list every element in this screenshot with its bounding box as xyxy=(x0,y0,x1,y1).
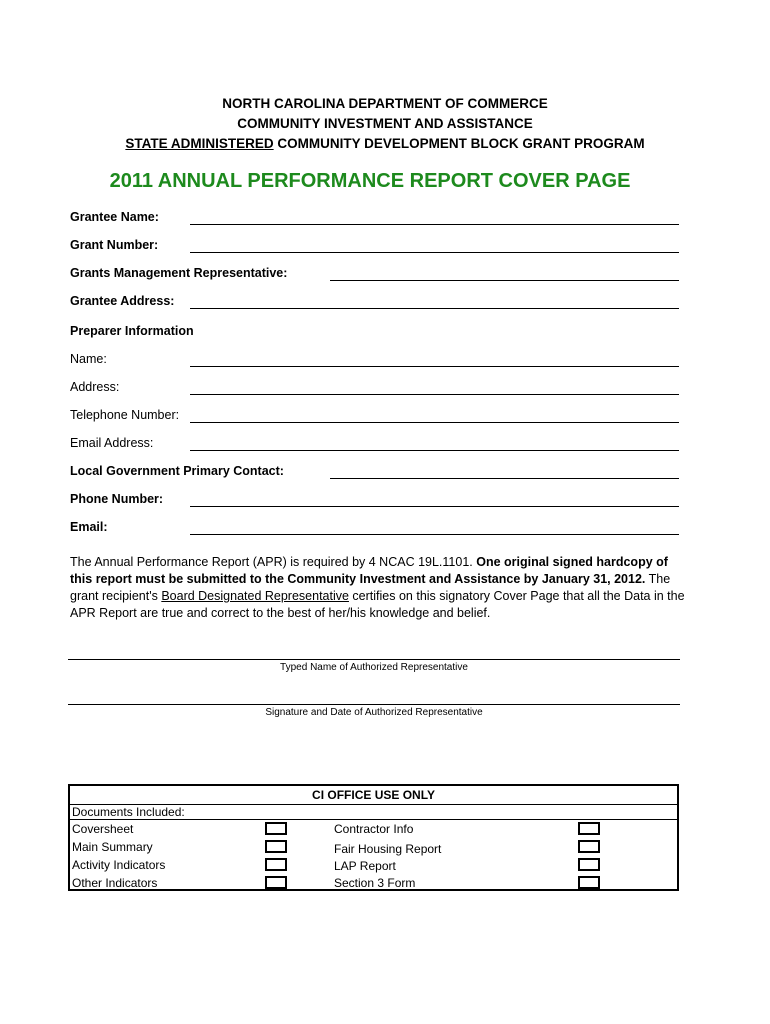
contractor-info-checkbox[interactable] xyxy=(578,822,600,835)
office-use-box xyxy=(68,784,679,891)
header-line-1: NORTH CAROLINA DEPARTMENT OF COMMERCE xyxy=(222,96,548,111)
preparer-telephone-field[interactable] xyxy=(190,422,679,423)
grants-mgmt-rep-field[interactable] xyxy=(330,280,679,281)
header-line-3-rest: COMMUNITY DEVELOPMENT BLOCK GRANT PROGRAM xyxy=(273,136,645,151)
para-part-3: certifies on this signatory Cover Page that all the Data in the APR Report are true and correct to the best of her/his knowledge and belief. xyxy=(70,589,685,620)
item-contractor-info: Contractor Info xyxy=(334,822,414,836)
grant-number-label: Grant Number: xyxy=(70,238,159,252)
typed-name-caption: Typed Name of Authorized Representative xyxy=(280,662,468,673)
local-gov-contact-label: Local Government Primary Contact: xyxy=(70,464,284,478)
item-main-summary: Main Summary xyxy=(72,840,153,854)
item-coversheet: Coversheet xyxy=(72,822,134,836)
para-underlined: Board Designated Representative xyxy=(161,589,349,603)
item-other-indicators: Other Indicators xyxy=(72,876,158,890)
main-summary-checkbox[interactable] xyxy=(265,840,287,853)
grant-number-field[interactable] xyxy=(190,252,679,253)
preparer-email-label: Email Address: xyxy=(70,436,154,450)
grantee-name-label: Grantee Name: xyxy=(70,210,159,224)
signature-caption: Signature and Date of Authorized Representative xyxy=(265,707,483,718)
activity-indicators-checkbox[interactable] xyxy=(265,858,287,871)
grantee-name-field[interactable] xyxy=(190,224,679,225)
section-3-form-checkbox[interactable] xyxy=(578,876,600,889)
para-bold: One original signed hardcopy of this report must be submitted to the Community Investment and Assistance by January 31, 2012. xyxy=(70,555,668,586)
header-line-2: COMMUNITY INVESTMENT AND ASSISTANCE xyxy=(237,116,533,131)
office-use-heading: CI OFFICE USE ONLY xyxy=(70,786,677,805)
item-lap-report: LAP Report xyxy=(334,859,396,873)
preparer-telephone-label: Telephone Number: xyxy=(70,408,180,422)
preparer-name-label: Name: xyxy=(70,352,107,366)
lap-report-checkbox[interactable] xyxy=(578,858,600,871)
signature-line[interactable] xyxy=(68,704,680,705)
header-line-3 xyxy=(0,136,770,152)
item-activity-indicators: Activity Indicators xyxy=(72,858,166,872)
phone-number-field[interactable] xyxy=(190,506,679,507)
documents-included-label: Documents Included: xyxy=(70,804,677,820)
other-indicators-checkbox[interactable] xyxy=(265,876,287,889)
item-fair-housing-report: Fair Housing Report xyxy=(334,842,442,856)
para-part-2: The grant recipient's xyxy=(70,572,671,603)
coversheet-checkbox[interactable] xyxy=(265,822,287,835)
grantee-address-field[interactable] xyxy=(190,308,679,309)
phone-number-label: Phone Number: xyxy=(70,492,164,506)
para-part-1: The Annual Performance Report (APR) is required by 4 NCAC 19L.1101. xyxy=(70,555,477,569)
header-line-3-underlined: STATE ADMINISTERED xyxy=(125,136,274,151)
preparer-address-field[interactable] xyxy=(190,394,679,395)
preparer-address-label: Address: xyxy=(70,380,120,394)
email-label: Email: xyxy=(70,520,108,534)
item-section-3-form: Section 3 Form xyxy=(334,876,416,890)
preparer-email-field[interactable] xyxy=(190,450,679,451)
fair-housing-report-checkbox[interactable] xyxy=(578,840,600,853)
local-gov-contact-field[interactable] xyxy=(330,478,679,479)
certification-paragraph xyxy=(70,554,690,622)
typed-name-line[interactable] xyxy=(68,659,680,660)
grants-mgmt-rep-label: Grants Management Representative: xyxy=(70,266,288,280)
page-title: 2011 ANNUAL PERFORMANCE REPORT COVER PAGE xyxy=(109,170,631,192)
email-field[interactable] xyxy=(190,534,679,535)
grantee-address-label: Grantee Address: xyxy=(70,294,175,308)
preparer-info-heading: Preparer Information xyxy=(70,324,194,338)
preparer-name-field[interactable] xyxy=(190,366,679,367)
